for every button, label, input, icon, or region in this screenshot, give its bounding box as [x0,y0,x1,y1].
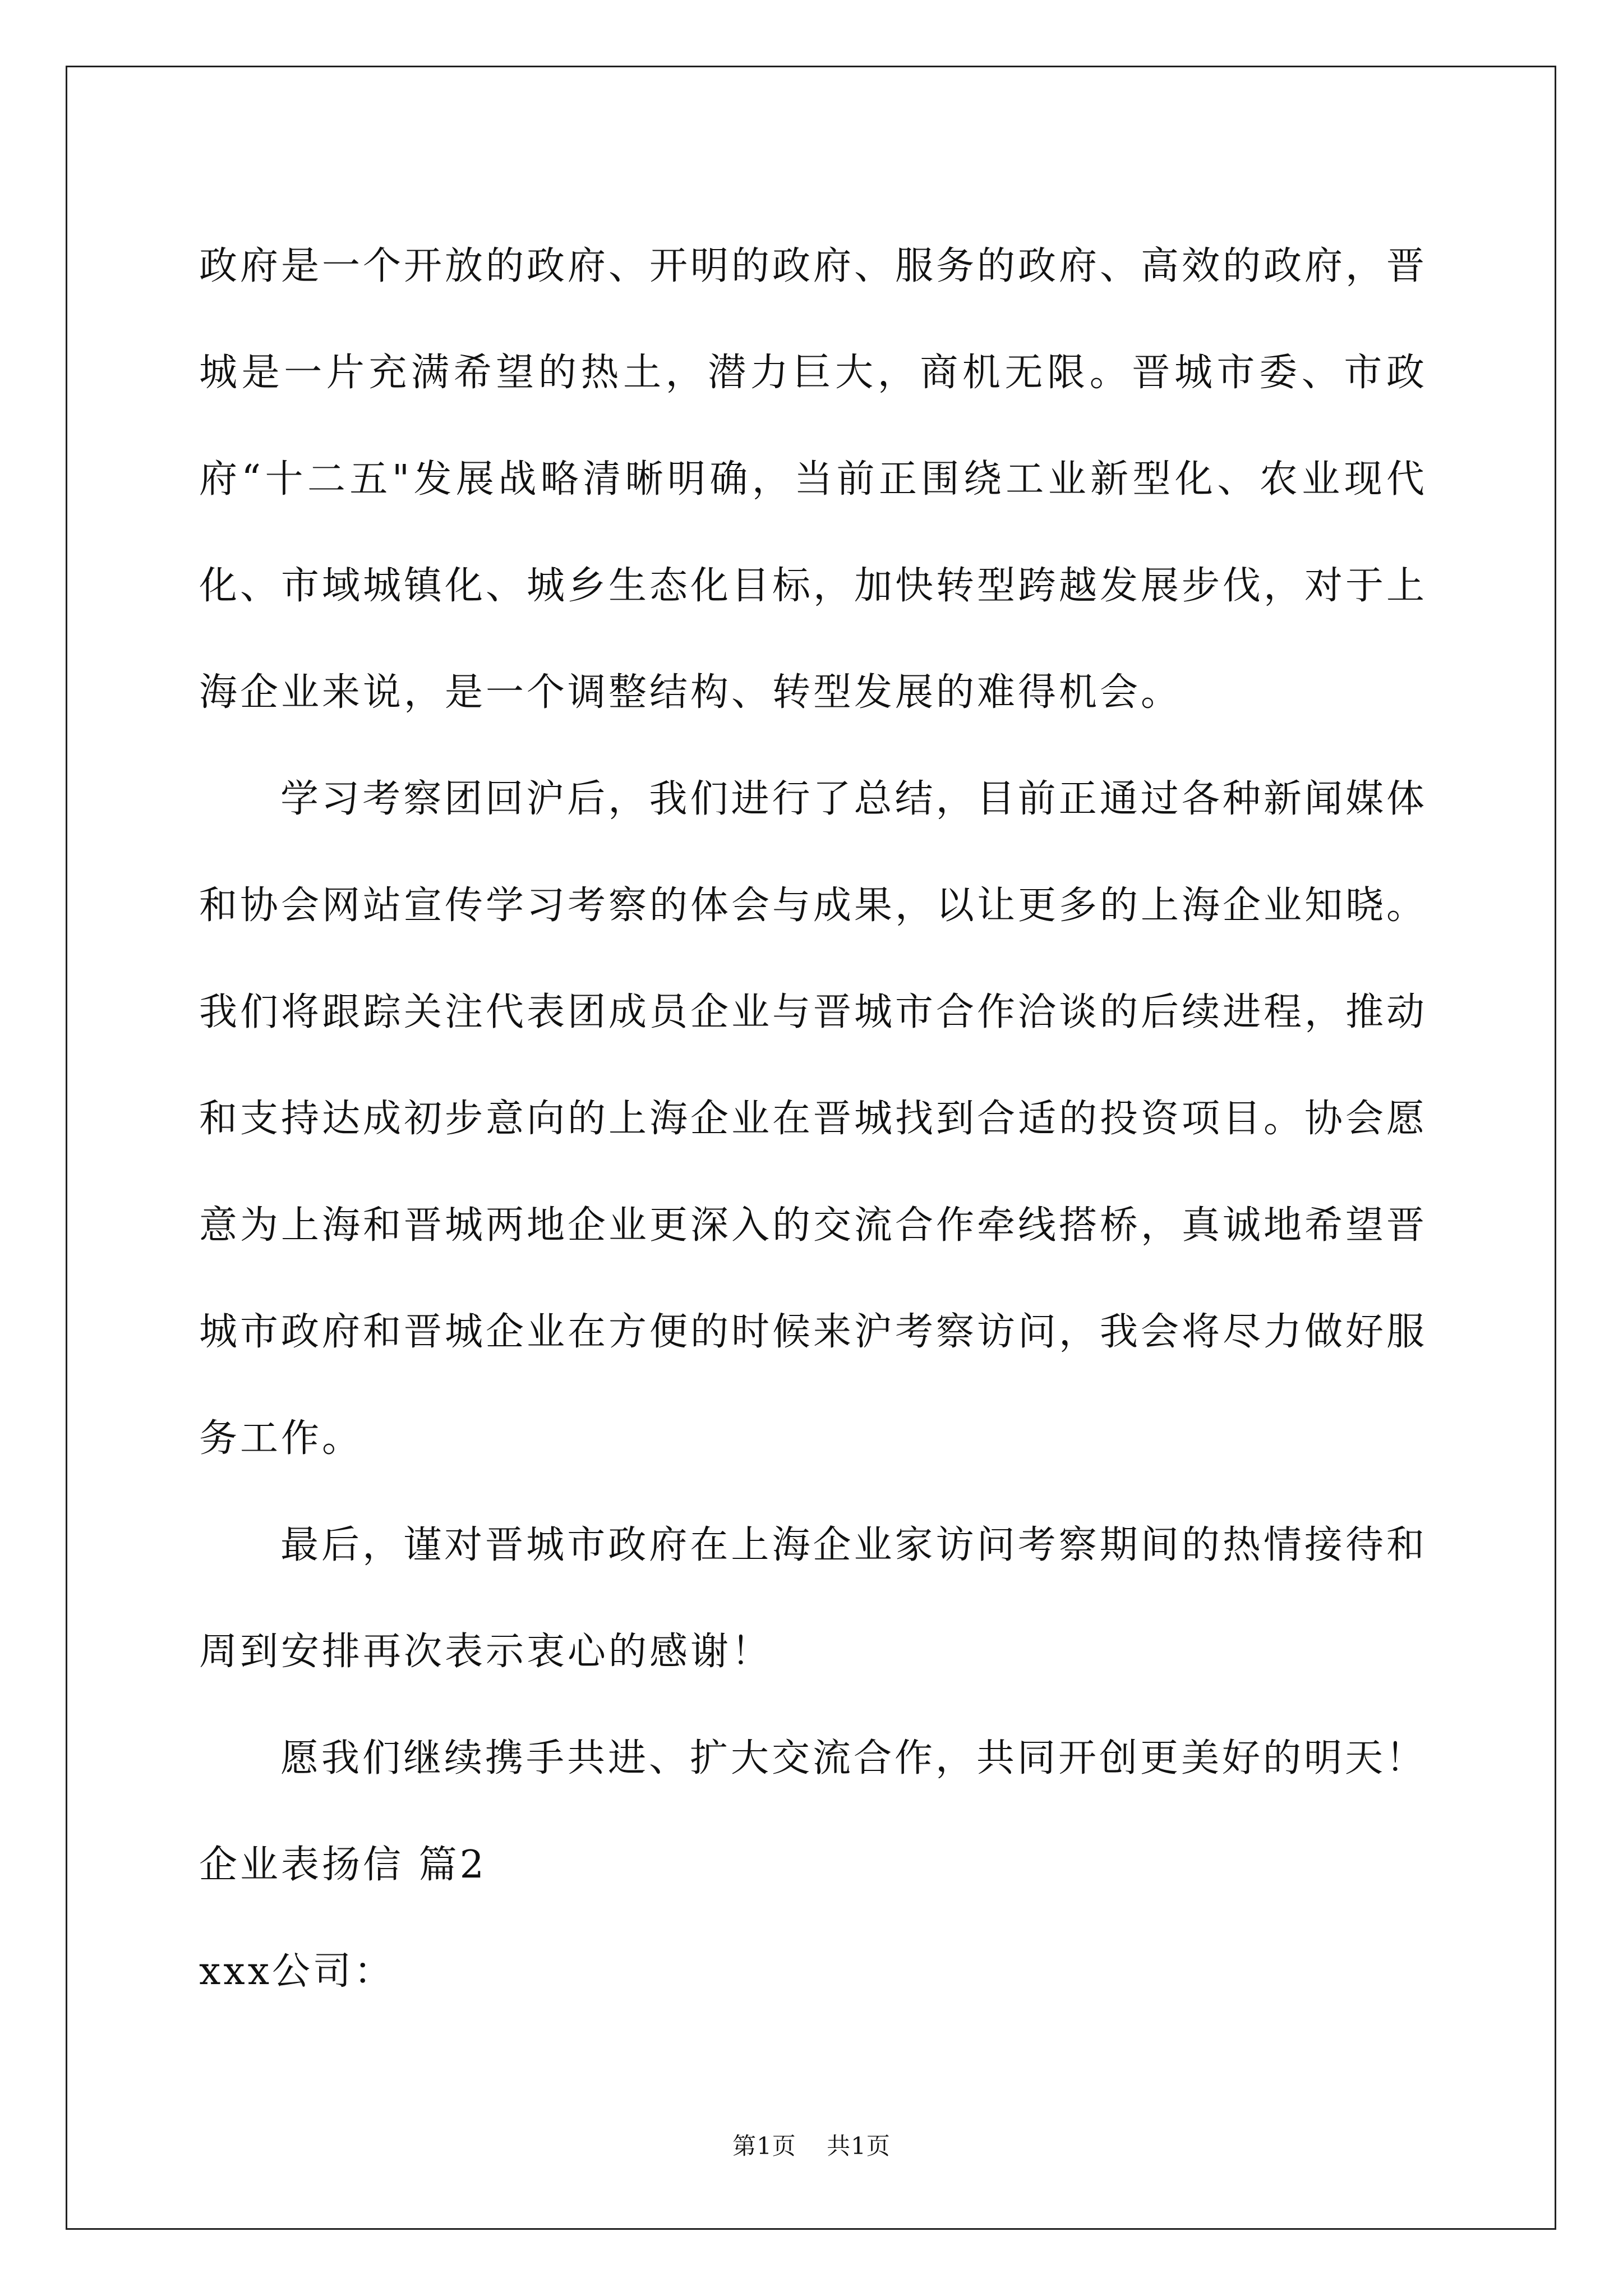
paragraph-thanks: 最后，谨对晋城市政府在上海企业家访问考察期间的热情接待和周到安排再次表示衷心的感谢！ [199,1523,1427,1674]
page-number-total: 共1页 [827,2132,891,2160]
salutation: xxx公司： [199,1949,395,1994]
section-heading: 企业表扬信 篇2 [199,1843,487,1887]
paragraph-delegation-summary: 学习考察团回沪后，我们进行了总结，目前正通过各种新闻媒体和协会网站宣传学习考察的体会与成果，以让更多的上海企业知晓。我们将跟踪关注代表团成员企业与晋城市合作洽谈的后续进程，推动和支持达成初步意向的上海企业在晋城找到合适的投资项目。协会愿意为上海和晋城两地企业更深入的交流合作牵线搭桥，真诚地希望晋城市政府和晋城企业在方便的时候来沪考察访问，我会将尽力做好服务工作。 [199,777,1428,1461]
page-number-current: 第1页 [732,2132,796,2160]
paragraph-government-intro: 政府是一个开放的政府、开明的政府、服务的政府、高效的政府，晋城是一片充满希望的热土，潜力巨大，商机无限。晋城市委、市政府“十二五"发展战略清晰明确，当前正围绕工业新型化、农业现代化、市域城镇化、城乡生态化目标，加快转型跨越发展步伐，对于上海企业来说，是一个调整结构、转型发展的难得机会。 [199,244,1428,715]
document-body [199,213,1427,2025]
page-footer [0,2129,1623,2163]
paragraph-closing-wish: 愿我们继续携手共进、扩大交流合作，共同开创更美好的明天！ [280,1736,1427,1780]
